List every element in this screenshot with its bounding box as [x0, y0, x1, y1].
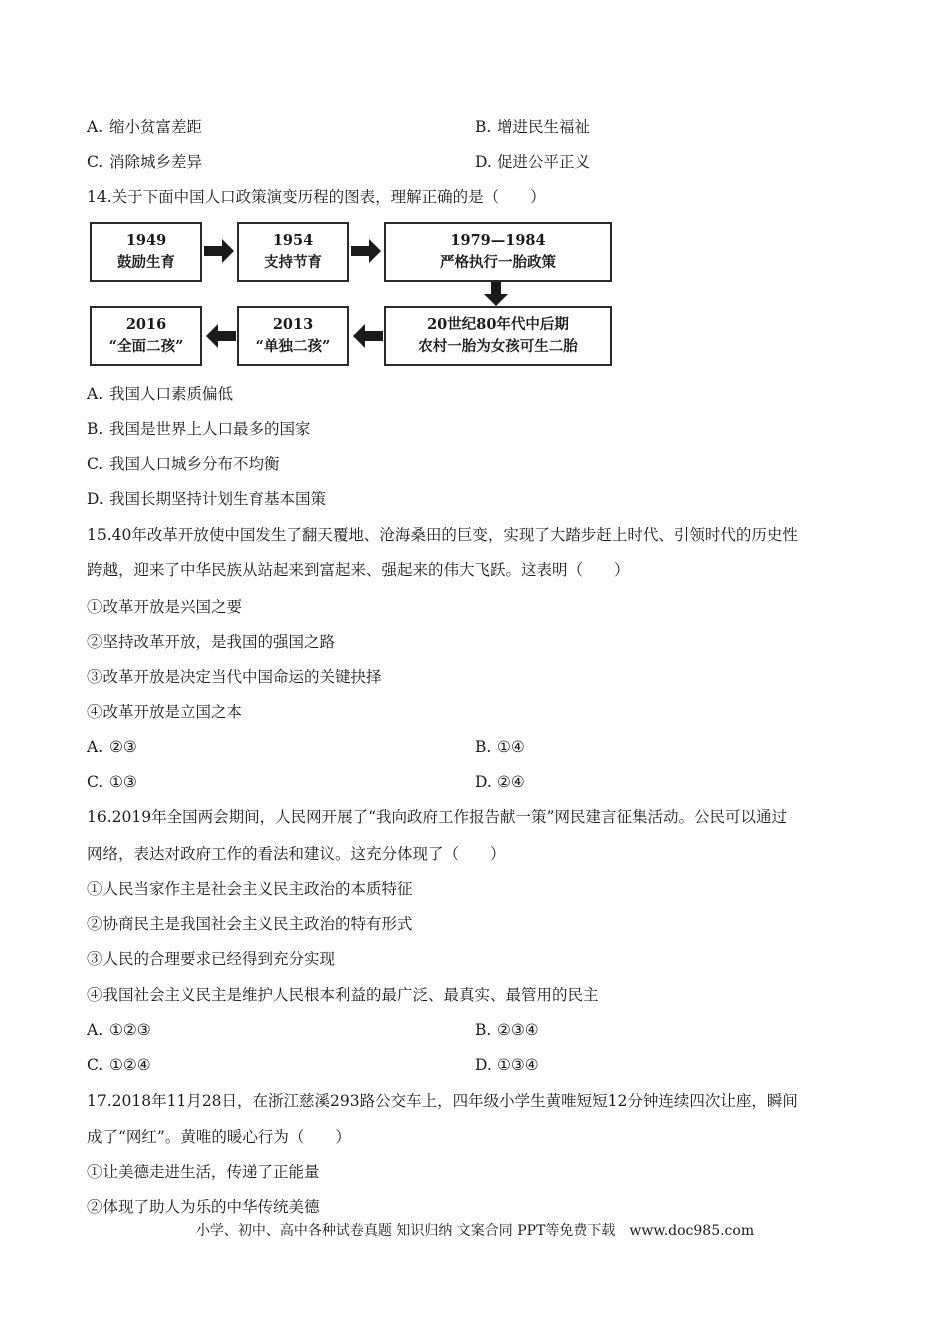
q15-item-2: ②坚持改革开放，是我国的强国之路 [87, 633, 336, 651]
policy-text: 支持节育 [264, 254, 322, 271]
q16-item-2: ②协商民主是我国社会主义民主政治的特有形式 [87, 915, 413, 933]
policy-box-2013 [237, 306, 349, 366]
policy-year: 1949 [125, 232, 167, 249]
policy-year: 1954 [272, 232, 314, 249]
q16-stem-line1: 16.2019年全国两会期间，人民网开展了“我向政府工作报告献一策”网民建言征集活动。公民可以通过 [87, 808, 787, 826]
q15-stem-line1: 15.40年改革开放使中国发生了翻天覆地、沧海桑田的巨变，实现了大踏步赶上时代、引领时代的历史性 [87, 526, 798, 544]
q16-option-a: A. ①②③ [87, 1021, 151, 1039]
policy-box-1979-1984 [384, 222, 612, 282]
policy-box-1954 [237, 222, 349, 282]
q15-item-1: ①改革开放是兴国之要 [87, 598, 243, 616]
q15-item-3: ③改革开放是决定当代中国命运的关键抉择 [87, 668, 382, 686]
policy-box-1980s [384, 306, 612, 366]
page-footer: 小学、初中、高中各种试卷真题 知识归纳 文案合同 PPT等免费下载 www.doc985.com [195, 1223, 755, 1239]
q15-option-c: C. ①③ [87, 773, 137, 791]
policy-year: 2013 [272, 316, 314, 333]
arrow-right-icon [351, 239, 383, 263]
q15-option-a: A. ②③ [87, 738, 137, 756]
arrow-left-icon [351, 324, 383, 348]
arrow-right-icon [204, 239, 236, 263]
policy-text: 严格执行一胎政策 [440, 254, 556, 271]
q15-option-d: D. ②④ [475, 773, 525, 791]
q17-stem-line1: 17.2018年11月28日，在浙江慈溪293路公交车上，四年级小学生黄唯短短12分钟连续四次让座，瞬间 [87, 1092, 798, 1110]
q15-option-b: B. ①④ [475, 738, 525, 756]
q16-item-4: ④我国社会主义民主是维护人民根本利益的最广泛、最真实、最管用的民主 [87, 986, 599, 1004]
q14-option-c: C. 我国人口城乡分布不均衡 [87, 455, 280, 473]
policy-year: 1979—1984 [450, 232, 546, 249]
population-policy-diagram [90, 219, 615, 369]
q15-item-4: ④改革开放是立国之本 [87, 703, 243, 721]
arrow-left-icon [204, 324, 236, 348]
policy-year: 20世纪80年代中后期 [427, 316, 569, 333]
policy-year: 2016 [125, 316, 167, 333]
q16-item-3: ③人民的合理要求已经得到充分实现 [87, 950, 336, 968]
q13-option-c: C. 消除城乡差异 [87, 153, 203, 171]
q16-stem-line2: 网络，表达对政府工作的看法和建议。这充分体现了（ ） [87, 845, 506, 863]
policy-text: “全面二孩” [108, 338, 184, 355]
q17-stem-line2: 成了“网红”。黄唯的暖心行为（ ） [87, 1128, 351, 1146]
q16-item-1: ①人民当家作主是社会主义民主政治的本质特征 [87, 880, 413, 898]
q16-option-d: D. ①③④ [475, 1056, 539, 1074]
policy-text: “单独二孩” [255, 338, 331, 355]
q13-option-d: D. 促进公平正义 [475, 153, 591, 171]
q14-stem: 14.关于下面中国人口政策演变历程的图表，理解正确的是（ ） [87, 188, 546, 206]
q17-item-1: ①让美德走进生活，传递了正能量 [87, 1163, 320, 1181]
q13-option-a: A. 缩小贫富差距 [87, 118, 203, 136]
q14-option-d: D. 我国长期坚持计划生育基本国策 [87, 490, 327, 508]
q13-option-b: B. 增进民生福祉 [475, 118, 591, 136]
q15-stem-line2: 跨越，迎来了中华民族从站起来到富起来、强起来的伟大飞跃。这表明（ ） [87, 561, 630, 579]
arrow-down-icon [484, 282, 508, 306]
q14-option-a: A. 我国人口素质偏低 [87, 385, 234, 403]
q14-option-b: B. 我国是世界上人口最多的国家 [87, 420, 311, 438]
policy-text: 鼓励生育 [117, 254, 175, 271]
q17-item-2: ②体现了助人为乐的中华传统美德 [87, 1198, 320, 1216]
q16-option-c: C. ①②④ [87, 1056, 151, 1074]
policy-box-1949 [90, 222, 202, 282]
q16-option-b: B. ②③④ [475, 1021, 539, 1039]
policy-box-2016 [90, 306, 202, 366]
policy-text: 农村一胎为女孩可生二胎 [418, 338, 578, 355]
